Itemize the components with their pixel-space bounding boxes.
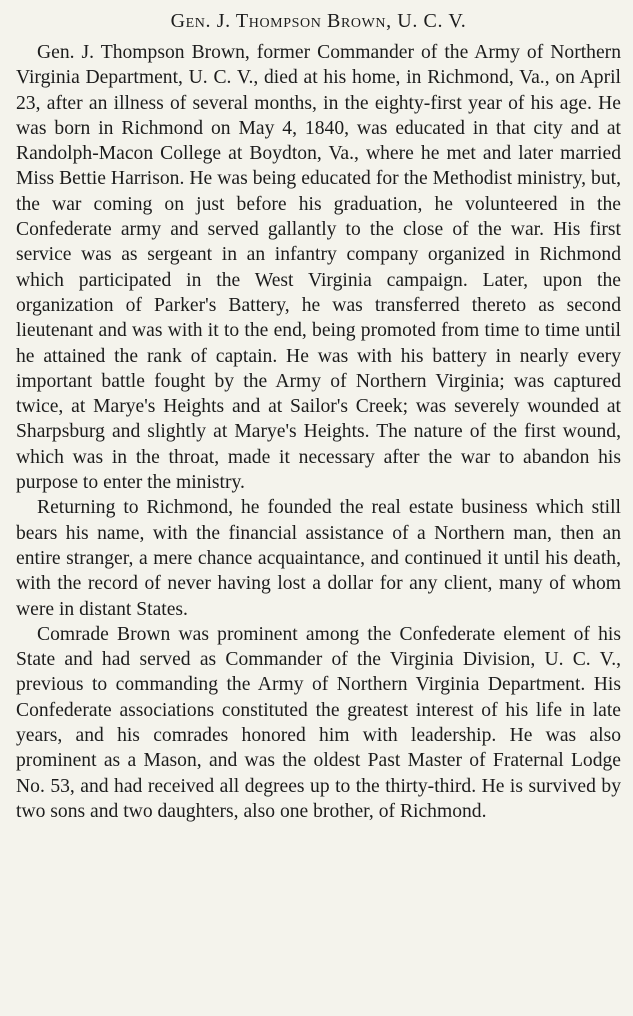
article-title: Gen. J. Thompson Brown, U. C. V. — [170, 10, 467, 32]
paragraph-3: Comrade Brown was prominent among the Confederate element of his State and had served as Commander of the Virginia Division, U. C. V., previous to commanding the Army of Northern Virginia Department. His Confederate associations constituted the greatest interest of his life in late years, and his comrades honored him with leadership. He was also prominent as a Mason, and was the oldest Past Master of Fraternal Lodge No. 53, and had received all degrees up to the thirty-third. He is survived by two sons and two daughters, also one brother, of Richmond. — [16, 623, 621, 822]
article-body — [16, 40, 621, 824]
paragraph-1: Gen. J. Thompson Brown, former Commander of the Army of Northern Virginia Department, U. C. V., died at his home, in Richmond, Va., on April 23, after an illness of several months, in the eighty-first year of his age. He was born in Richmond on May 4, 1840, was educated in that city and at Randolph-Macon College at Boydton, Va., where he met and later married Miss Bettie Harrison. He was being educated for the Methodist ministry, but, the war coming on just before his graduation, he volunteered in the Confederate army and served gallantly to the close of the war. His first service was as sergeant in an infantry company organized in Richmond which participated in the West Virginia campaign. Later, upon the organization of Parker's Battery, he was transferred thereto as second lieutenant and was with it to the end, being promoted from time to time until he attained the rank of captain. He was with his battery in nearly every important battle fought by the Army of Northern Virginia; was captured twice, at Marye's Heights and at Sailor's Creek; was severely wounded at Sharpsburg and slightly at Marye's Heights. The nature of the first wound, which was in the throat, made it necessary after the war to abandon his purpose to enter the ministry. — [16, 42, 621, 494]
paragraph-2: Returning to Richmond, he founded the real estate business which still bears his name, with the financial assistance of a Northern man, then an entire stranger, a mere chance acquaintance, and continued it until his death, with the record of never having lost a dollar for any client, many of whom were in distant States. — [16, 497, 621, 620]
